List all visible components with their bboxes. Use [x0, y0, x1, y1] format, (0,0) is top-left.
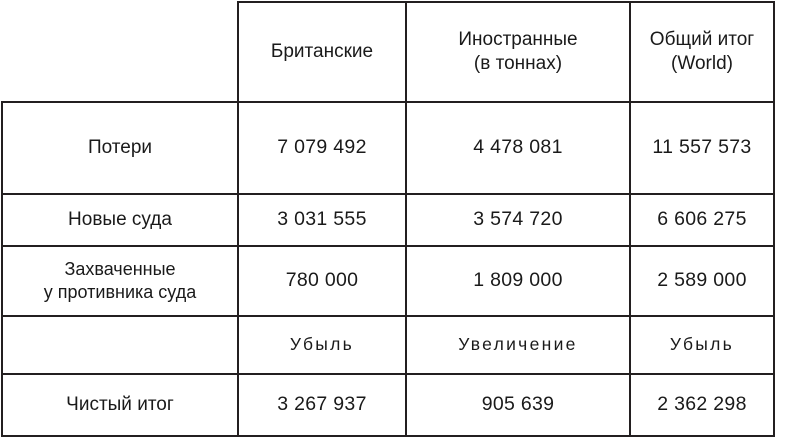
cell-captured-british — [238, 246, 406, 316]
table-row — [2, 246, 774, 316]
row-label-text-line2: у противника суда — [43, 282, 197, 302]
table-row — [2, 194, 774, 246]
cell-losses-total — [630, 102, 774, 194]
cell-value: 3 267 937 — [277, 393, 367, 416]
row-label-trend — [2, 316, 238, 374]
header-label-total-line1: Общий итог — [649, 28, 755, 50]
row-label-losses — [2, 102, 238, 194]
cell-trend-foreign — [406, 316, 630, 374]
cell-new-ships-british — [238, 194, 406, 246]
cell-captured-foreign — [406, 246, 630, 316]
cell-value: Увеличение — [458, 333, 578, 354]
header-label-british: Британские — [270, 41, 374, 63]
row-label-captured — [2, 246, 238, 316]
cell-new-ships-total — [630, 194, 774, 246]
header-label-foreign-line1: Иностранные — [458, 28, 578, 50]
row-label-net-total — [2, 374, 238, 436]
cell-value: Убыль — [669, 333, 735, 354]
row-label-text-line1: Захваченные — [64, 258, 176, 279]
cell-value: 7 079 492 — [277, 136, 367, 159]
header-cell-british — [238, 2, 406, 102]
data-table — [1, 1, 775, 437]
cell-captured-total — [630, 246, 774, 316]
cell-value: 2 589 000 — [657, 269, 747, 292]
table-document — [0, 1, 790, 441]
header-cell-total — [630, 2, 774, 102]
cell-value: 3 031 555 — [277, 208, 367, 231]
header-label-total-line2: (World) — [671, 53, 733, 74]
cell-net-total-foreign — [406, 374, 630, 436]
cell-net-total-british — [238, 374, 406, 436]
cell-losses-foreign — [406, 102, 630, 194]
table-row — [2, 374, 774, 436]
table-row — [2, 102, 774, 194]
header-cell-foreign — [406, 2, 630, 102]
row-label-new-ships — [2, 194, 238, 246]
table-row — [2, 316, 774, 374]
cell-value: Убыль — [289, 333, 355, 354]
cell-losses-british — [238, 102, 406, 194]
cell-net-total-total — [630, 374, 774, 436]
cell-value: 4 478 081 — [473, 136, 563, 159]
header-label-foreign-line2: (в тоннах) — [473, 53, 563, 74]
table-header-row — [2, 2, 774, 102]
cell-value: 3 574 720 — [473, 208, 563, 231]
row-label-text: Чистый итог — [66, 393, 174, 415]
cell-value: 1 809 000 — [473, 269, 563, 292]
cell-trend-total — [630, 316, 774, 374]
cell-value: 905 639 — [481, 393, 555, 416]
cell-value: 780 000 — [285, 269, 359, 292]
row-label-text: Новые суда — [68, 208, 172, 230]
header-cell-empty — [2, 2, 238, 102]
row-label-text: Потери — [87, 136, 153, 158]
cell-value: 11 557 573 — [652, 136, 752, 159]
cell-value: 6 606 275 — [657, 208, 747, 231]
cell-value: 2 362 298 — [657, 393, 747, 416]
cell-new-ships-foreign — [406, 194, 630, 246]
cell-trend-british — [238, 316, 406, 374]
